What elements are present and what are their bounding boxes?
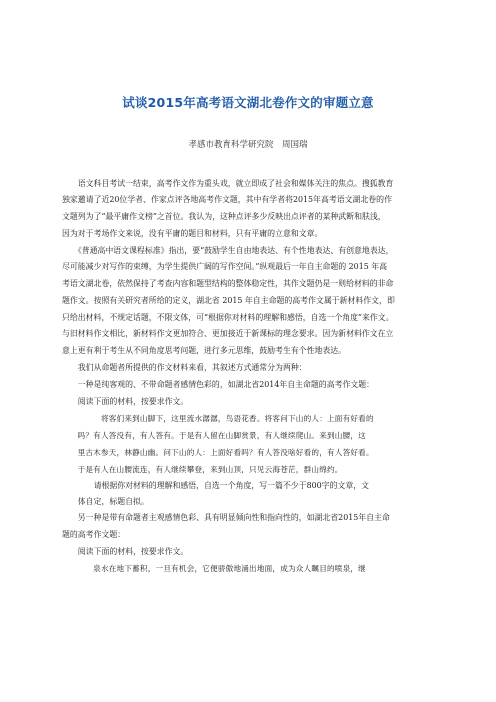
quoted-material-line: 将客们来到山脚下，这里流水潺潺，鸟语花香。将客问下山的人：上面有好看的 bbox=[62, 414, 374, 423]
paragraph-line: 独家邀请了近20位学者、作家点评各地高考作文题，其中有学者将2015年高考语文湖北卷的作 bbox=[62, 195, 392, 204]
paragraph-line: 语文科目考试一结束，高考作文作为重头戏，就立即成了社会和媒体关注的焦点。搜狐教育 bbox=[62, 179, 394, 188]
paragraph-line: 与旧材料作文相比，新材料作文更加符合、更加接近于新课标的理念要求。因为新材料作文在立 bbox=[62, 329, 394, 338]
author-line: 孝感市教育科学研究院 周国瑞 bbox=[188, 140, 308, 150]
paragraph-line: 《普通高中语文课程标准》指出，要“鼓励学生自由地表达、有个性地表达、有创意地表达， bbox=[62, 246, 394, 255]
quoted-material-line: 泉水在地下蓄积，一旦有机会，它便骄傲地涌出地面，成为众人瞩目的喷泉，继 bbox=[62, 564, 366, 573]
paragraph-line: 因为对于考场作文来说，没有平庸的题目和材料，只有平庸的立意和文章。 bbox=[62, 229, 323, 238]
paragraph-line: 阅读下面的材料，按要求作文。 bbox=[62, 547, 189, 556]
quoted-material-line: 于是有人在山腰流连，有人继续攀登，来到山顶，只见云海苍茫，群山绵约。 bbox=[62, 465, 343, 474]
paragraph-line: 我们从命题者所提供的作文材料来看，其叙述方式通常分为两种： bbox=[62, 363, 307, 372]
paragraph-line: 尽可能减少对写作的束缚，为学生提供广阔的写作空间。”纵观最后一年自主命题的 2015 年高 bbox=[62, 262, 388, 271]
quoted-material-line: 里古木参天，林静山幽。问下山的人：上面好看吗？有人答没啥好看的，有人答好看。 bbox=[62, 448, 374, 457]
paragraph-line: 意上更有利于考生从不同角度思考问题，进行多元思维，鼓励考生有个性地表达。 bbox=[62, 346, 347, 355]
paragraph-line: 文题列为了“最平庸作文榜”之首位。我认为，这种点评多少反映出点评者的某种武断和肤浅， bbox=[62, 212, 386, 221]
paragraph-line: 只给出材料，不规定话题，不限文体，可“根据你对材料的理解和感悟，自选一个角度”来作文。 bbox=[62, 313, 394, 322]
document-title: 试谈2015年高考语文湖北卷作文的审题立意 bbox=[122, 95, 374, 110]
paragraph-line: 考语文湖北卷，依然保持了考查内容和题型结构的整体稳定性，其作文题仍是一则给材料的非命 bbox=[62, 279, 394, 288]
paragraph-line: 请根据你对材料的理解和感悟，自选一个角度，写一篇不少于800字的文章，文 bbox=[62, 481, 370, 490]
paragraph-line: 题作文。按照有关研究者所给的定义，湖北省 2015 年自主命题的高考作文属于新材料作文，即 bbox=[62, 296, 395, 305]
paragraph-line: 体自定，标题自拟。 bbox=[62, 497, 149, 506]
quoted-material-line: 吗？有人答没有，有人答有。于是有人留在山脚赏景，有人继续爬山。来到山腰，这 bbox=[62, 431, 366, 440]
paragraph-line: 阅读下面的材料，按要求作文。 bbox=[62, 397, 189, 406]
paragraph-line: 另一种是带有命题者主观感情色彩、具有明显倾向性和指向性的，如湖北省2015年自主命 bbox=[62, 513, 390, 522]
paragraph-line: 题的高考作文题： bbox=[62, 530, 126, 539]
paragraph-line: 一种是纯客观的、不带命题者感情色彩的，如湖北省2014年自主命题的高考作文题： bbox=[62, 380, 375, 389]
